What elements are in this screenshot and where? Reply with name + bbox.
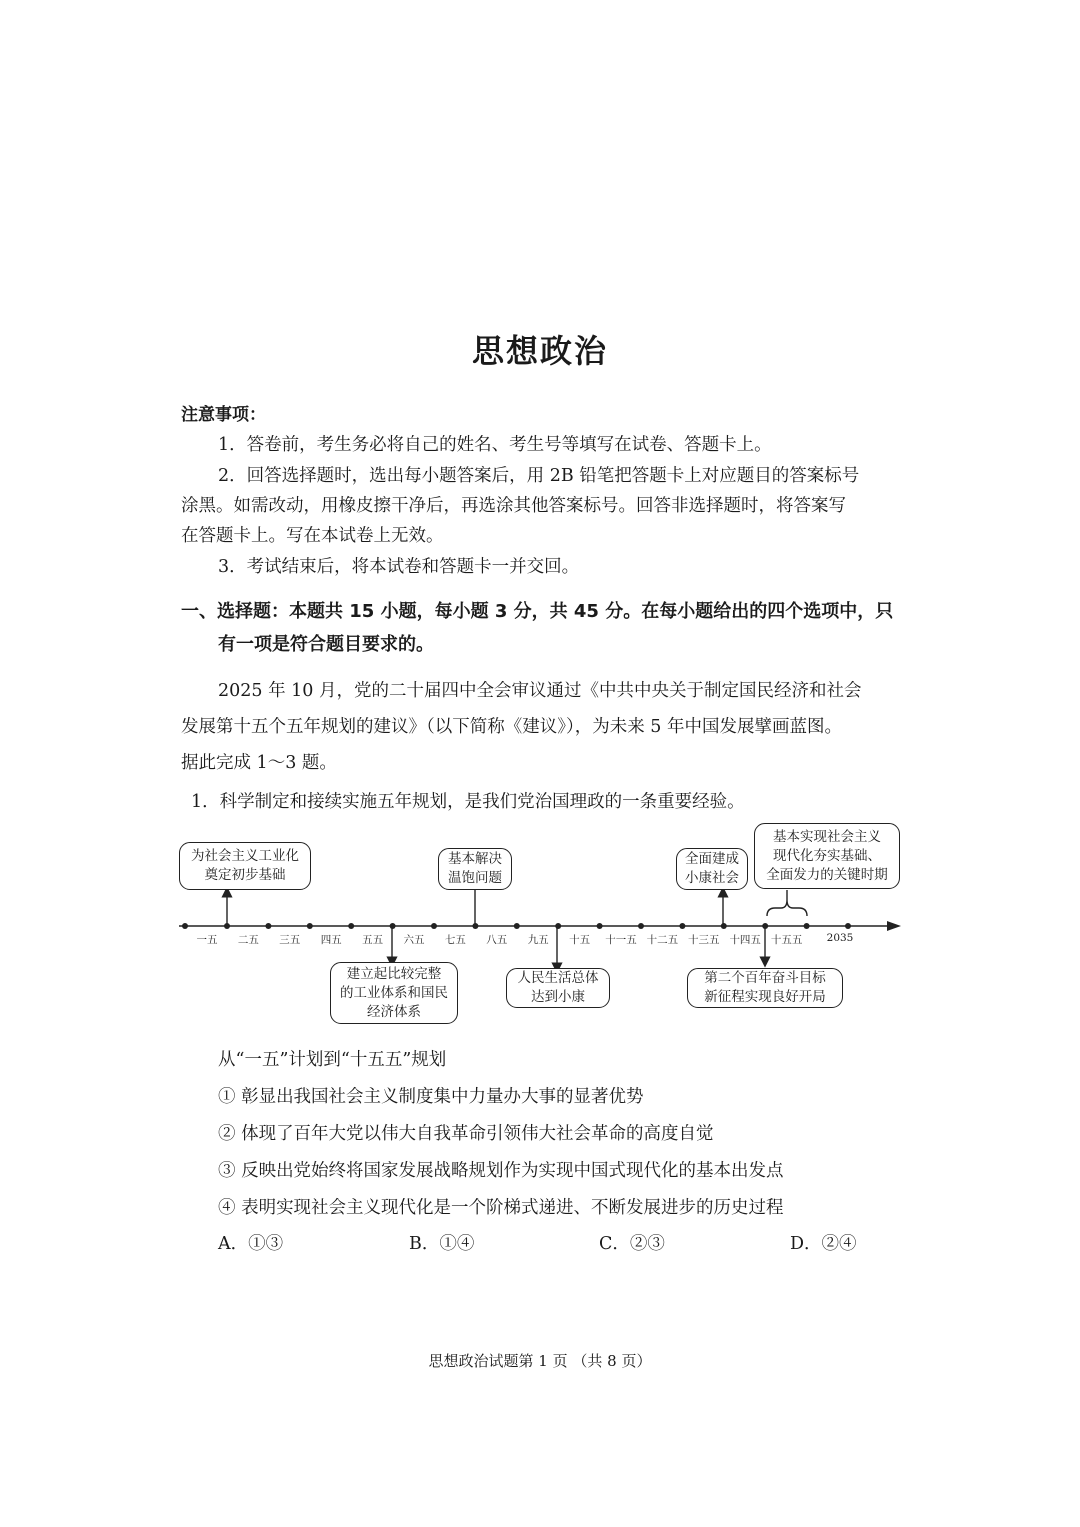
section-heading-line-2: 有一项是符合题目要求的。	[218, 634, 434, 655]
timeline-dot	[431, 923, 437, 929]
bottom-box-xiaokang-overall: 人民生活总体 达到小康	[506, 968, 610, 1008]
timeline-tick-label: 三五	[279, 934, 301, 946]
timeline-tick-label: 四五	[320, 934, 342, 946]
timeline-dot	[597, 923, 603, 929]
top-box-industrialization: 为社会主义工业化 奠定初步基础	[179, 842, 311, 890]
timeline-tick-label: 九五	[527, 934, 549, 946]
timeline-dot	[845, 923, 851, 929]
timeline-dot	[265, 923, 271, 929]
bottom-box-industrial-system: 建立起比较完整 的工业体系和国民 经济体系	[330, 962, 458, 1024]
timeline-dot	[638, 923, 644, 929]
page-footer: 思想政治试题第 1 页 （共 8 页）	[428, 1352, 652, 1370]
passage-line-2: 发展第十五个五年规划的建议》（以下简称《建议》），为未来 5 年中国发展擘画蓝图。	[181, 717, 843, 737]
timeline-tick-label: 七五	[444, 934, 466, 946]
timeline-dot	[307, 923, 313, 929]
timeline-tick-label: 十五	[569, 934, 591, 946]
option-a: A．①③	[218, 1234, 284, 1254]
option-d: D．②④	[790, 1234, 857, 1254]
timeline-tick-label: 十二五	[646, 934, 679, 946]
timeline-tick-label: 一五	[196, 934, 218, 946]
notice-item-2-line-2: 涂黑。如需改动，用橡皮擦干净后，再选涂其他答案标号。回答非选择题时，将答案写	[181, 496, 846, 516]
passage-line-3: 据此完成 1～3 题。	[181, 753, 337, 773]
statement-3: ③ 反映出党始终将国家发展战略规划作为实现中国式现代化的基本出发点	[218, 1161, 784, 1181]
page-title: 思想政治	[471, 332, 608, 370]
timeline-dot	[348, 923, 354, 929]
timeline-tick-label: 二五	[237, 934, 259, 946]
notice-item-3: 3．考试结束后，将本试卷和答题卡一并交回。	[218, 557, 580, 577]
timeline-dot	[182, 923, 188, 929]
timeline-dot	[721, 923, 727, 929]
five-year-plan-timeline	[175, 818, 910, 1030]
notice-item-1: 1．答卷前，考生务必将自己的姓名、考生号等填写在试卷、答题卡上。	[218, 435, 772, 455]
section-heading-line-1: 一、选择题：本题共 15 小题，每小题 3 分，共 45 分。在每小题给出的四个选项中，只	[181, 601, 894, 622]
statement-4: ④ 表明实现社会主义现代化是一个阶梯式递进、不断发展进步的历史过程	[218, 1198, 784, 1218]
timeline-tick-label: 十四五	[729, 934, 761, 946]
notice-item-2-line-1: 2．回答选择题时，选出每小题答案后，用 2B 铅笔把答题卡上对应题目的答案标号	[218, 466, 860, 486]
timeline-tick-label: 五五	[362, 934, 384, 946]
timeline-dot	[804, 923, 810, 929]
timeline-tick-label: 十一五	[605, 934, 637, 946]
timeline-dot	[514, 923, 520, 929]
question-1-lead: 从“一五”计划到“十五五”规划	[218, 1050, 447, 1070]
timeline-axis-arrowhead	[887, 921, 901, 931]
timeline-tick-label: 十五五	[770, 934, 803, 946]
notice-heading: 注意事项：	[181, 405, 266, 425]
timeline-dot	[679, 923, 685, 929]
top-box-moderately-prosperous: 全面建成 小康社会	[676, 848, 748, 890]
statement-2: ② 体现了百年大党以伟大自我革命引领伟大社会革命的高度自觉	[218, 1124, 714, 1144]
timeline-tick-label: 十三五	[688, 934, 720, 946]
option-c: C．②③	[599, 1234, 665, 1254]
notice-item-2-line-3: 在答题卡上。写在本试卷上无效。	[181, 526, 444, 546]
timeline-tick-label: 八五	[486, 934, 508, 946]
bottom-box-new-journey: 第二个百年奋斗目标 新征程实现良好开局	[687, 968, 843, 1008]
timeline-dot	[555, 923, 561, 929]
option-b: B．①④	[409, 1234, 475, 1254]
question-1-stem: 1．科学制定和接续实施五年规划，是我们党治国理政的一条重要经验。	[191, 792, 745, 812]
top-box-key-period: 基本实现社会主义 现代化夯实基础、 全面发力的关键时期	[754, 823, 900, 889]
timeline-tick-label: 2035	[826, 932, 854, 944]
top-box-food-clothing: 基本解决 温饱问题	[438, 848, 512, 890]
timeline-tick-label: 六五	[403, 934, 425, 946]
passage-line-1: 2025 年 10 月，党的二十届四中全会审议通过《中共中央关于制定国民经济和社会	[218, 681, 862, 701]
statement-1: ① 彰显出我国社会主义制度集中力量办大事的显著优势	[218, 1087, 644, 1107]
